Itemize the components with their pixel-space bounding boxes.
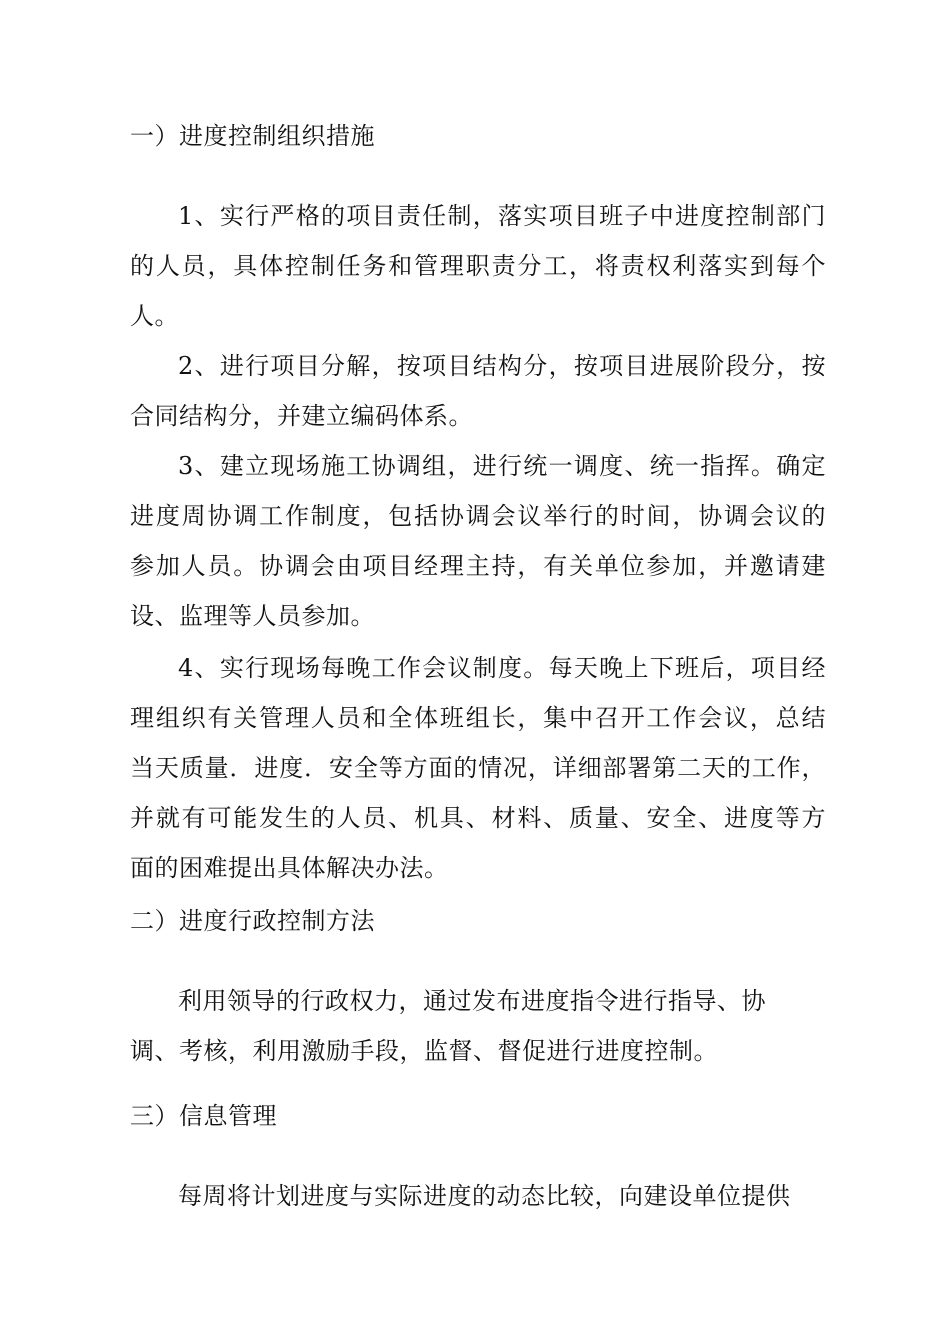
paragraph-line: 调、考核，利用激励手段，监督、督促进行进度控制。 [130, 1037, 718, 1065]
paragraph-line: 设、监理等人员参加。 [130, 602, 375, 630]
paragraph-line: 理组织有关管理人员和全体班组长，集中召开工作会议，总结 [130, 704, 826, 732]
paragraph-line: 4、实行现场每晚工作会议制度。每天晚上下班后，项目经 [178, 654, 826, 682]
paragraph-line: 1、实行严格的项目责任制，落实项目班子中进度控制部门 [178, 202, 826, 230]
paragraph-line: 合同结构分，并建立编码体系。 [130, 402, 473, 430]
section-heading-3: 三）信息管理 [130, 1102, 277, 1130]
paragraph-line: 并就有可能发生的人员、机具、材料、质量、安全、进度等方 [130, 804, 826, 832]
paragraph-line: 的人员，具体控制任务和管理职责分工，将责权利落实到每个 [130, 252, 826, 280]
paragraph-line: 面的困难提出具体解决办法。 [130, 854, 449, 882]
paragraph-line: 当天质量．进度．安全等方面的情况，详细部署第二天的工作， [130, 754, 826, 782]
section-heading-2: 二）进度行政控制方法 [130, 907, 375, 935]
section-heading-1: 一）进度控制组织措施 [130, 122, 375, 150]
paragraph-line: 3、建立现场施工协调组，进行统一调度、统一指挥。确定 [178, 452, 826, 480]
paragraph-line: 每周将计划进度与实际进度的动态比较，向建设单位提供 [178, 1182, 791, 1210]
paragraph-line: 利用领导的行政权力，通过发布进度指令进行指导、协 [178, 987, 766, 1015]
paragraph-line: 2、进行项目分解，按项目结构分，按项目进展阶段分，按 [178, 352, 826, 380]
paragraph-line: 人。 [130, 302, 179, 330]
paragraph-line: 参加人员。协调会由项目经理主持，有关单位参加，并邀请建 [130, 552, 826, 580]
paragraph-line: 进度周协调工作制度，包括协调会议举行的时间，协调会议的 [130, 502, 826, 530]
